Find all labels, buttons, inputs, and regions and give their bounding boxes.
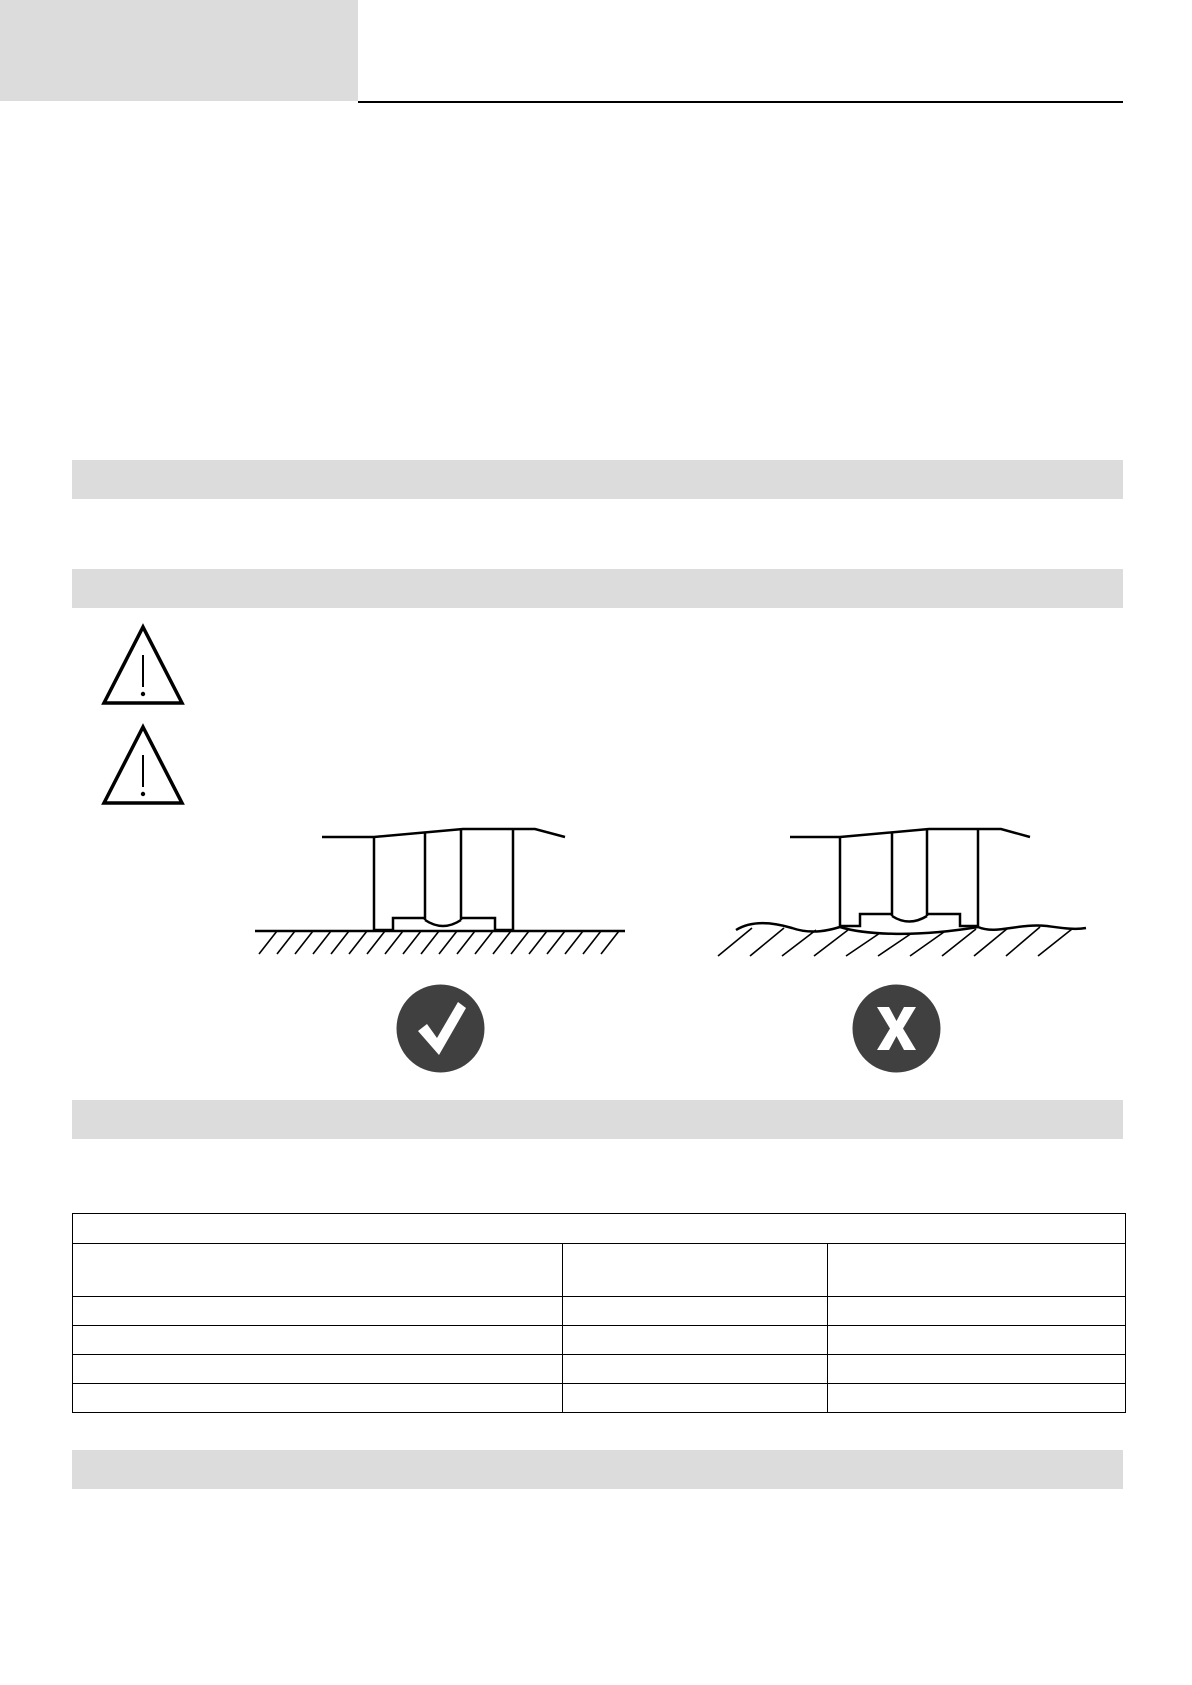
header-tab: [0, 0, 358, 101]
table-caption-row: [73, 1214, 1126, 1244]
table-caption: [73, 1214, 1126, 1244]
table-cell: [73, 1355, 563, 1384]
section-bar-2: [72, 569, 1123, 608]
uneven-surface-illustration: [712, 820, 1097, 960]
table-cell: [73, 1326, 563, 1355]
spec-table: [72, 1213, 1126, 1413]
table-header-row: [73, 1244, 1126, 1297]
table-cell: [73, 1384, 563, 1413]
table-row: [73, 1355, 1126, 1384]
table-row: [73, 1326, 1126, 1355]
table-cell: [563, 1384, 828, 1413]
section-bar-4: [72, 1450, 1123, 1489]
table-row: [73, 1384, 1126, 1413]
table-cell: [828, 1326, 1126, 1355]
table-cell: [563, 1326, 828, 1355]
table-header-cell: [563, 1244, 828, 1297]
section-title: [72, 1100, 1123, 1116]
flat-surface-illustration: [255, 820, 625, 960]
table-cell: [828, 1297, 1126, 1326]
warning-triangle-icon: [101, 623, 185, 707]
x-icon: [852, 984, 941, 1073]
table-cell: [73, 1297, 563, 1326]
section-title: [72, 460, 1123, 476]
checkmark-icon: [396, 984, 485, 1073]
table-cell: [828, 1355, 1126, 1384]
section-title: [72, 1450, 1123, 1466]
table-header-cell: [73, 1244, 563, 1297]
section-title: [72, 569, 1123, 585]
table-header-cell: [828, 1244, 1126, 1297]
table-cell: [563, 1355, 828, 1384]
section-bar-3: [72, 1100, 1123, 1139]
table-row: [73, 1297, 1126, 1326]
table-cell: [828, 1384, 1126, 1413]
section-bar-1: [72, 460, 1123, 499]
table-cell: [563, 1297, 828, 1326]
warning-triangle-icon: [101, 723, 185, 807]
header-rule: [358, 101, 1123, 103]
